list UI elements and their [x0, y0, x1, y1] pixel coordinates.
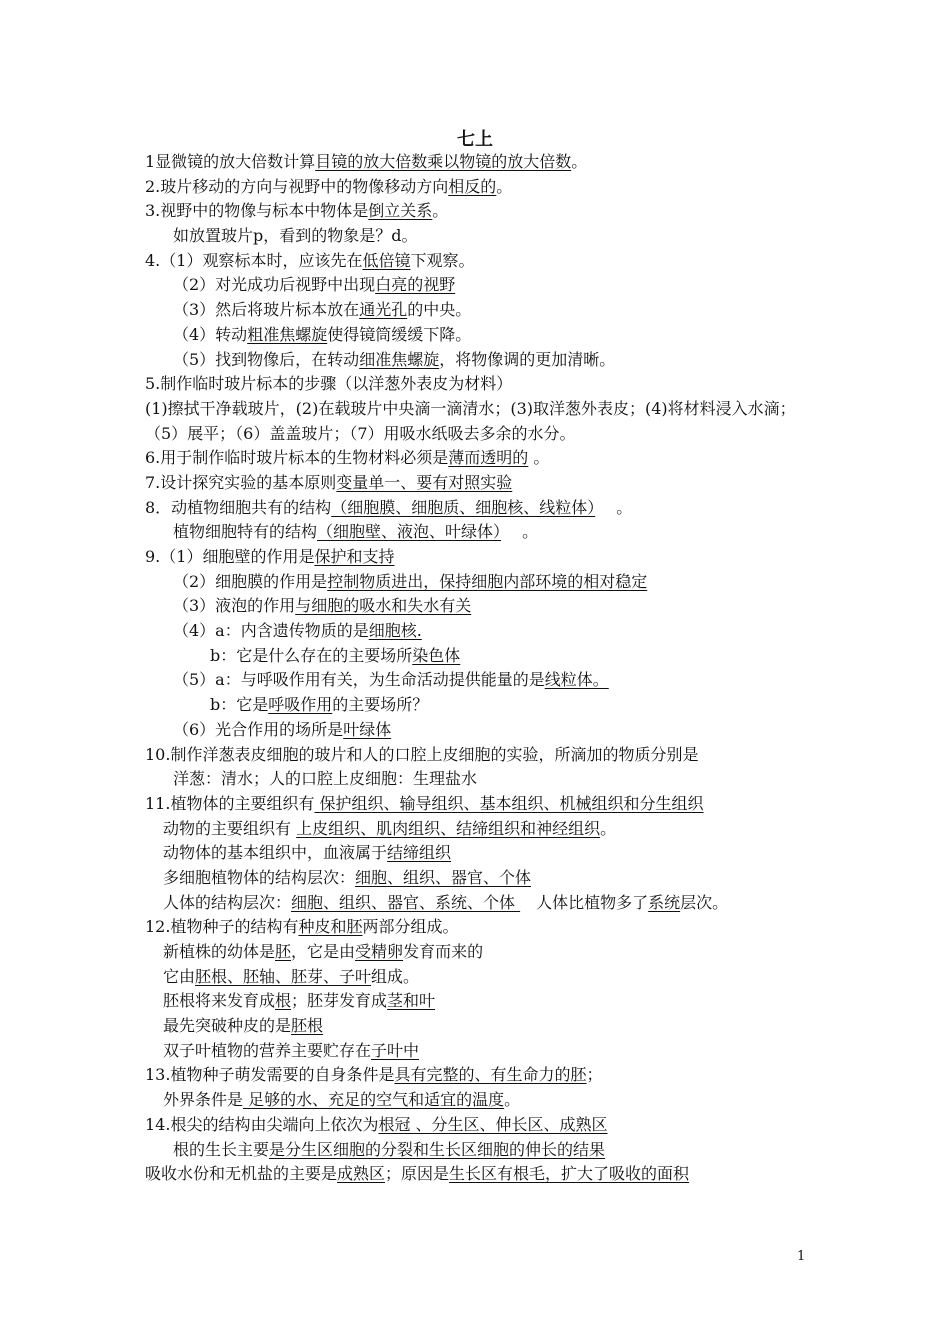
underlined-answer: 胚根 — [291, 1016, 324, 1036]
text-segment: 2.玻片移动的方向与视野中的物像移动方向 — [145, 176, 449, 196]
text-segment: 的主要场所？ — [332, 695, 429, 715]
text-line — [145, 1088, 815, 1113]
text-segment: 胚根将来发育成 — [163, 991, 276, 1011]
underlined-answer: 细胞核. — [368, 621, 422, 641]
text-segment: 动物体的基本组织中，血液属于 — [163, 843, 388, 863]
text-segment: 。 — [600, 818, 617, 838]
underlined-answer: 细准焦螺旋 — [359, 349, 440, 369]
text-segment: 下观察。 — [410, 250, 475, 270]
text-line — [117, 1162, 815, 1187]
text-segment: 7.设计探究实验的基本原则 — [145, 472, 337, 492]
underlined-answer: 胚根、胚轴、胚芽、子叶 — [195, 966, 372, 986]
text-segment: 。 — [571, 152, 588, 171]
underlined-answer: 种皮和胚 — [298, 917, 363, 937]
text-segment: 12.植物种子的结构有 — [145, 917, 299, 937]
text-line — [145, 1014, 815, 1039]
text-line — [145, 619, 815, 644]
text-segment: 13.植物种子萌发需要的自身条件是 — [145, 1065, 395, 1085]
text-line — [145, 718, 815, 743]
underlined-answer: 线粒体。 — [544, 670, 609, 690]
underlined-answer: 胚 — [275, 942, 292, 962]
text-line — [145, 866, 815, 891]
text-segment: 的中央。 — [407, 300, 472, 320]
text-segment: b：它是什么存在的主要场所 — [210, 645, 413, 665]
text-segment: 。 — [528, 448, 550, 468]
text-segment: 它由 — [163, 966, 196, 986]
text-segment: 人体比植物多了 — [520, 892, 649, 912]
text-segment: 动物的主要组织有 — [163, 818, 297, 838]
underlined-answer: 茎和叶 — [387, 991, 436, 1011]
text-segment: 5.制作临时玻片标本的步骤（以洋葱外表皮为材料） — [145, 374, 513, 394]
text-segment: 根的生长主要 — [173, 1139, 270, 1159]
text-segment: 发育而来的 — [403, 942, 484, 962]
text-segment: 9.（1）细胞壁的作用是 — [145, 547, 315, 567]
underlined-answer: 白亮的视野 — [375, 275, 456, 295]
text-line — [145, 915, 815, 940]
text-segment: 层次。 — [680, 892, 729, 912]
page-title: 七上 — [457, 129, 493, 150]
underlined-answer: 足够的水、充足的空气和适宜的温度 — [243, 1090, 505, 1110]
underlined-answer: 通光孔 — [359, 300, 408, 320]
text-line — [145, 817, 815, 842]
text-segment: （6）光合作用的场所是 — [173, 719, 344, 739]
text-line — [145, 743, 815, 768]
text-line — [145, 298, 815, 323]
underlined-answer: （细胞壁、液泡、叶绿体） — [317, 522, 502, 542]
text-segment: 3.视野中的物像与标本中物体是 — [145, 201, 369, 221]
underlined-answer: 变量单一、要有对照实验 — [336, 472, 513, 492]
text-segment: 。 — [496, 176, 513, 196]
text-segment: （2）细胞膜的作用是 — [173, 571, 328, 591]
underlined-answer: 生长区有根毛，扩大了吸收的面积 — [449, 1164, 690, 1184]
text-segment: （5）a：与呼吸作用有关，为生命活动提供能量的是 — [173, 670, 545, 690]
text-line — [145, 891, 815, 916]
underlined-answer: 上皮组织、肌肉组织、结缔组织和神经组织 — [296, 818, 601, 838]
document-body — [145, 150, 815, 1187]
text-segment: (1)擦拭干净载玻片，(2)在载玻片中央滴一滴清水；(3)取洋葱外表皮；(4)将材料浸入水滴；（5）展平；（6）盖盖玻片；（7）用吸水纸吸去多余的水分。 — [145, 398, 796, 443]
underlined-answer: 具有完整的、有生命力的胚 — [394, 1065, 587, 1085]
text-segment: 。 — [501, 522, 539, 542]
text-line — [145, 1138, 815, 1163]
text-segment: （5）找到物像后，在转动 — [173, 349, 360, 369]
text-line — [145, 570, 815, 595]
text-segment: ；原因是 — [385, 1164, 450, 1184]
text-segment: （3）然后将玻片标本放在 — [173, 300, 360, 320]
underlined-answer: 受精卵 — [355, 942, 404, 962]
text-line — [145, 175, 815, 200]
underlined-answer: 染色体 — [412, 645, 461, 665]
text-segment: ； — [586, 1065, 603, 1085]
text-line — [145, 940, 815, 965]
underlined-answer: 呼吸作用 — [268, 695, 333, 715]
text-line — [145, 594, 815, 619]
text-segment: 。 — [504, 1090, 521, 1110]
text-line — [145, 150, 815, 175]
text-segment: 6.用于制作临时玻片标本的生物材料必须是 — [145, 448, 449, 468]
text-segment: 14.根尖的结构由尖端向上依次为 — [145, 1114, 379, 1134]
underlined-answer: 相反的 — [448, 176, 497, 196]
text-line — [145, 1113, 815, 1138]
text-line — [145, 446, 815, 471]
text-segment: 新植株的幼体是 — [163, 942, 276, 962]
text-segment: 10.制作洋葱表皮细胞的玻片和人的口腔上皮细胞的实验，所滴加的物质分别是 — [145, 744, 699, 764]
text-segment: （2）对光成功后视野中出现 — [173, 275, 376, 295]
text-line — [145, 644, 815, 669]
text-segment: （4）a：内含遗传物质的是 — [173, 621, 369, 641]
text-segment: 使得镜筒缓缓下降。 — [327, 324, 472, 344]
text-line — [145, 397, 815, 446]
underlined-answer: 目镜的放大倍数乘以物镜的放大倍数 — [315, 152, 572, 171]
text-line — [145, 693, 815, 718]
underlined-answer: （细胞膜、细胞质、细胞核、线粒体） — [331, 497, 596, 517]
underlined-answer: 是分生区细胞的分裂和生长区细胞的伸长的结果 — [269, 1139, 606, 1159]
text-line — [145, 520, 815, 545]
underlined-answer: 根冠 、分生区、伸长区、成熟区 — [378, 1114, 608, 1134]
underlined-answer: 结缔组织 — [387, 843, 452, 863]
text-line — [145, 323, 815, 348]
underlined-answer: 细胞、组织、器官、个体 — [355, 867, 532, 887]
text-line — [145, 1063, 815, 1088]
text-line — [145, 545, 815, 570]
text-segment: 多细胞植物体的结构层次： — [163, 867, 356, 887]
text-segment: 。 — [595, 497, 633, 517]
underlined-answer: 粗准焦螺旋 — [247, 324, 328, 344]
text-line — [145, 372, 815, 397]
text-segment: 洋葱：清水；人的口腔上皮细胞：生理盐水 — [173, 769, 478, 789]
underlined-answer: 保护组织、输导组织、基本组织、机械组织和分生组织 — [314, 793, 704, 813]
underlined-answer: 叶绿体 — [343, 719, 392, 739]
text-line — [145, 841, 815, 866]
text-line — [145, 273, 815, 298]
text-segment: 两部分组成。 — [362, 917, 459, 937]
text-segment: 组成。 — [371, 966, 420, 986]
text-line — [145, 989, 815, 1014]
text-segment: 外界条件是 — [163, 1090, 244, 1110]
text-segment: 最先突破种皮的是 — [163, 1016, 292, 1036]
text-segment: ，将物像调的更加清晰。 — [439, 349, 616, 369]
text-line — [145, 471, 815, 496]
text-line — [145, 668, 815, 693]
text-segment: 吸收水份和无机盐的主要是 — [145, 1164, 338, 1184]
text-line — [145, 496, 815, 521]
text-line — [145, 224, 815, 249]
text-segment: 。 — [432, 201, 449, 221]
text-segment: 如放置玻片p，看到的物象是？d。 — [173, 226, 418, 246]
text-segment: （3）液泡的作用 — [173, 596, 296, 616]
text-segment: ，它是由 — [291, 942, 356, 962]
text-segment: 4.（1）观察标本时，应该先在 — [145, 250, 363, 270]
text-segment: （4）转动 — [173, 324, 248, 344]
underlined-answer: 控制物质进出，保持细胞内部环境的相对稳定 — [327, 571, 648, 591]
underlined-answer: 低倍镜 — [362, 250, 411, 270]
underlined-answer: 与细胞的吸水和失水有关 — [295, 596, 472, 616]
underlined-answer: 倒立关系 — [368, 201, 433, 221]
underlined-answer: 薄而透明的 — [448, 448, 529, 468]
text-segment: 人体的结构层次： — [163, 892, 292, 912]
text-line — [145, 348, 815, 373]
text-segment: ；胚芽发育成 — [291, 991, 388, 1011]
text-segment: 11.植物体的主要组织有 — [145, 793, 315, 813]
underlined-answer: 细胞、组织、器官、系统、个体 — [291, 892, 521, 912]
text-segment: 双子叶植物的营养主要贮存在 — [163, 1040, 372, 1060]
page-number: 1 — [797, 1249, 806, 1264]
text-line — [145, 792, 815, 817]
underlined-answer: 保护和支持 — [314, 547, 395, 567]
underlined-answer: 根 — [275, 991, 292, 1011]
text-segment: 1显微镜的放大倍数计算 — [145, 152, 316, 171]
text-line — [145, 249, 815, 274]
text-line — [145, 965, 815, 990]
text-segment: 植物细胞特有的结构 — [173, 522, 318, 542]
text-segment: b：它是 — [210, 695, 269, 715]
underlined-answer: 成熟区 — [337, 1164, 386, 1184]
text-line — [145, 767, 815, 792]
underlined-answer: 子叶中 — [371, 1040, 420, 1060]
text-line — [145, 199, 815, 224]
underlined-answer: 系统 — [648, 892, 681, 912]
text-segment: 8．动植物细胞共有的结构 — [145, 497, 332, 517]
text-line — [145, 1039, 815, 1064]
